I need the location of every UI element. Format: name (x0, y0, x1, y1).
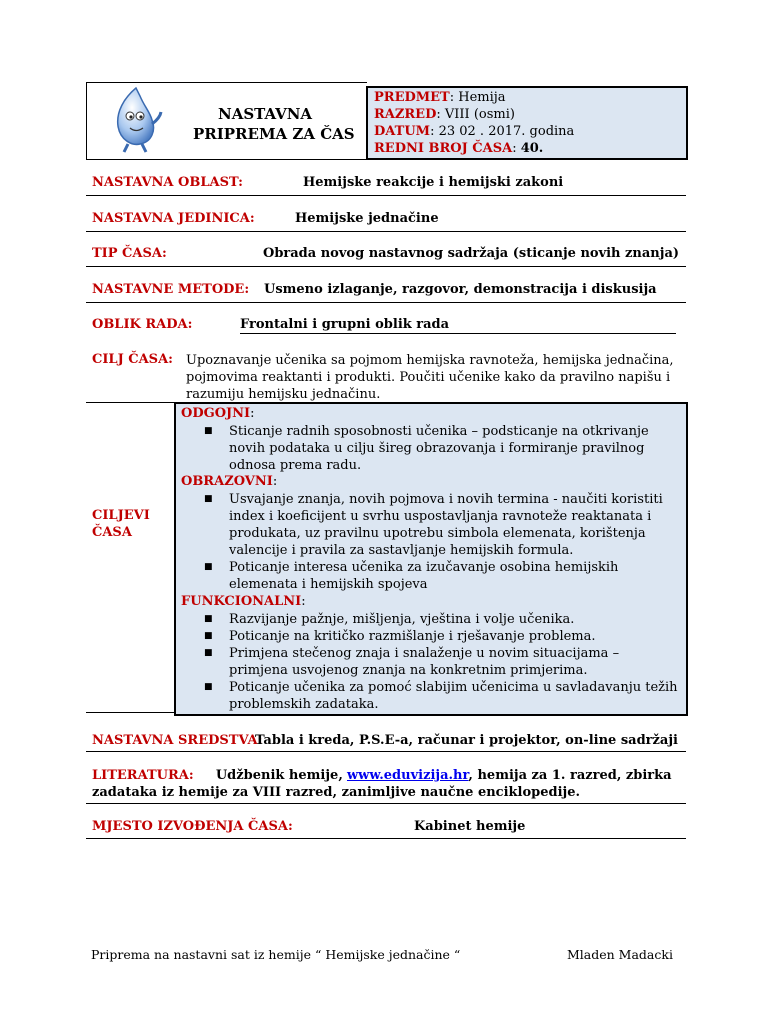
divider (86, 195, 686, 196)
razred-label: RAZRED (374, 107, 437, 122)
list-item-line: Poticanje interesa učenika za izučavanje osobina hemijskih (229, 560, 619, 575)
cilj-line: pojmovima reaktanti i produkti. Poučiti učenike kako da pravilno napišu i (186, 370, 671, 385)
divider (86, 231, 686, 232)
oblik-value: Frontalni i grupni oblik rada (240, 317, 450, 332)
metode-value: Usmeno izlaganje, razgovor, demonstracija i diskusija (264, 282, 657, 297)
oblast-value: Hemijske reakcije i hemijski zakoni (303, 175, 564, 190)
list-item-line: produkata, uz pravilnu upotrebu simbola elemenata, korištenja (229, 526, 646, 541)
divider (86, 712, 176, 713)
tip-label: TIP ČASA: (92, 246, 167, 261)
literatura-line2: zadataka iz hemije za VIII razred, zanimljive naučne enciklopedije. (92, 785, 581, 800)
doc-title-line2: PRIPREMA ZA ČAS (193, 125, 355, 143)
oblast-label: NASTAVNA OBLAST: (92, 175, 243, 190)
bullet-icon: ■ (204, 682, 213, 692)
list-item-line: Razvijanje pažnje, mišljenja, vještina i volje učenika. (229, 612, 575, 627)
footer-left: Priprema na nastavni sat iz hemije “ Hemijske jednačine “ (91, 947, 461, 962)
divider (86, 402, 176, 403)
ciljevi-label-line1: CILJEVI (92, 508, 150, 523)
doc-title-line1: NASTAVNA (218, 105, 313, 123)
list-item-line: elemenata i hemijskih spojeva (229, 577, 428, 592)
eduvizija-link[interactable]: www.eduvizija.hr (346, 768, 469, 783)
ciljevi-box (174, 402, 688, 716)
literatura-label: LITERATURA: (92, 768, 194, 783)
cilj-text (186, 352, 674, 403)
bullet-icon: ■ (204, 631, 213, 641)
jedinica-value: Hemijske jednačine (295, 211, 439, 226)
literatura-pre: Udžbenik hemije, (215, 768, 343, 783)
list-item-text (229, 559, 679, 593)
predmet-value: Hemija (458, 90, 506, 105)
literatura-block (92, 767, 692, 801)
list-item-text (229, 491, 679, 559)
list-item-text (229, 628, 679, 645)
funkcionalni-title: FUNKCIONALNI: (181, 594, 306, 609)
divider (240, 333, 676, 334)
list-item (200, 423, 680, 474)
cilj-line: Upoznavanje učenika sa pojmom hemijska ravnoteža, hemijska jednačina, (186, 353, 674, 368)
list-item (200, 645, 680, 679)
razred-value: VIII (osmi) (444, 107, 515, 122)
bullet-icon: ■ (204, 494, 213, 504)
divider (86, 302, 686, 303)
odgojni-title: ODGOJNI: (181, 406, 255, 421)
list-item-line: index i koeficijent u svrhu uspostavljanja ravnoteže reaktanata i (229, 509, 652, 524)
list-item-line: Poticanje na kritičko razmišlanje i rješavanje problema. (229, 629, 596, 644)
bullet-icon: ■ (204, 562, 213, 572)
bullet-icon: ■ (204, 648, 213, 658)
list-item-text (229, 645, 679, 679)
redni-line: REDNI BROJ ČASA: 40. (374, 141, 544, 156)
razred-line: RAZRED: VIII (osmi) (374, 107, 515, 122)
list-item-line: Usvajanje znanja, novih pojmova i novih termina - naučiti koristiti (229, 492, 663, 507)
cilj-label: CILJ ČASA: (92, 352, 173, 367)
list-item-line: primjena usvojenog znanja na konkretnim primjerima. (229, 663, 588, 678)
literatura-line1 (92, 767, 692, 784)
literatura-post: , hemija za 1. razred, zbirka (468, 768, 672, 783)
list-item-text (229, 611, 679, 628)
list-item (200, 491, 680, 559)
ciljevi-label (92, 507, 150, 541)
list-item (200, 559, 680, 593)
jedinica-label: NASTAVNA JEDINICA: (92, 211, 255, 226)
tip-value: Obrada novog nastavnog sadržaja (sticanje novih znanja) (263, 246, 680, 261)
list-item (200, 611, 680, 628)
divider (86, 803, 686, 804)
water-drop-mascot-icon (106, 84, 166, 156)
divider (86, 838, 686, 839)
obrazovni-title: OBRAZOVNI: (181, 474, 278, 489)
list-item-text (229, 423, 679, 474)
cilj-line: razumiju hemijsku jednačinu. (186, 387, 381, 402)
footer-right: Mladen Madacki (567, 947, 673, 962)
datum-value: 23 02 . 2017. godina (438, 124, 575, 139)
list-item-line: Sticanje radnih sposobnosti učenika – podsticanje na otkrivanje (229, 424, 649, 439)
divider (86, 266, 686, 267)
datum-line: DATUM: 23 02 . 2017. godina (374, 124, 575, 139)
list-item-line: valencije i pravila za sastavljanje hemijskih formula. (229, 543, 574, 558)
ciljevi-label-line2: ČASA (92, 525, 132, 540)
list-item-line: problemskih zadataka. (229, 697, 379, 712)
list-item-line: Poticanje učenika za pomoć slabijim učenicima u savladavanju težih (229, 680, 678, 695)
predmet-line: PREDMET: Hemija (374, 90, 506, 105)
datum-label: DATUM (374, 124, 431, 139)
list-item-line: novih podataka u cilju šireg obrazovanja i formiranje pravilnog (229, 441, 645, 456)
oblik-label: OBLIK RADA: (92, 317, 193, 332)
list-item-line: odnosa prema radu. (229, 458, 362, 473)
redni-value: 40. (520, 141, 544, 156)
sredstva-label: NASTAVNA SREDSTVA: (92, 733, 263, 748)
lesson-info-box (366, 86, 688, 160)
list-item (200, 679, 680, 713)
bullet-icon: ■ (204, 426, 213, 436)
redni-label: REDNI BROJ ČASA (374, 141, 513, 156)
metode-label: NASTAVNE METODE: (92, 282, 250, 297)
bullet-icon: ■ (204, 614, 213, 624)
divider (86, 751, 686, 752)
mjesto-value: Kabinet hemije (414, 819, 526, 834)
mjesto-label: MJESTO IZVOĐENJA ČASA: (92, 819, 293, 834)
list-item-text (229, 679, 679, 713)
list-item (200, 628, 680, 645)
list-item-line: Primjena stečenog znaja i snalaženje u novim situacijama – (229, 646, 620, 661)
sredstva-value: Tabla i kreda, P.S.E-a, računar i projektor, on-line sadržaji (255, 733, 678, 748)
predmet-label: PREDMET (374, 90, 450, 105)
